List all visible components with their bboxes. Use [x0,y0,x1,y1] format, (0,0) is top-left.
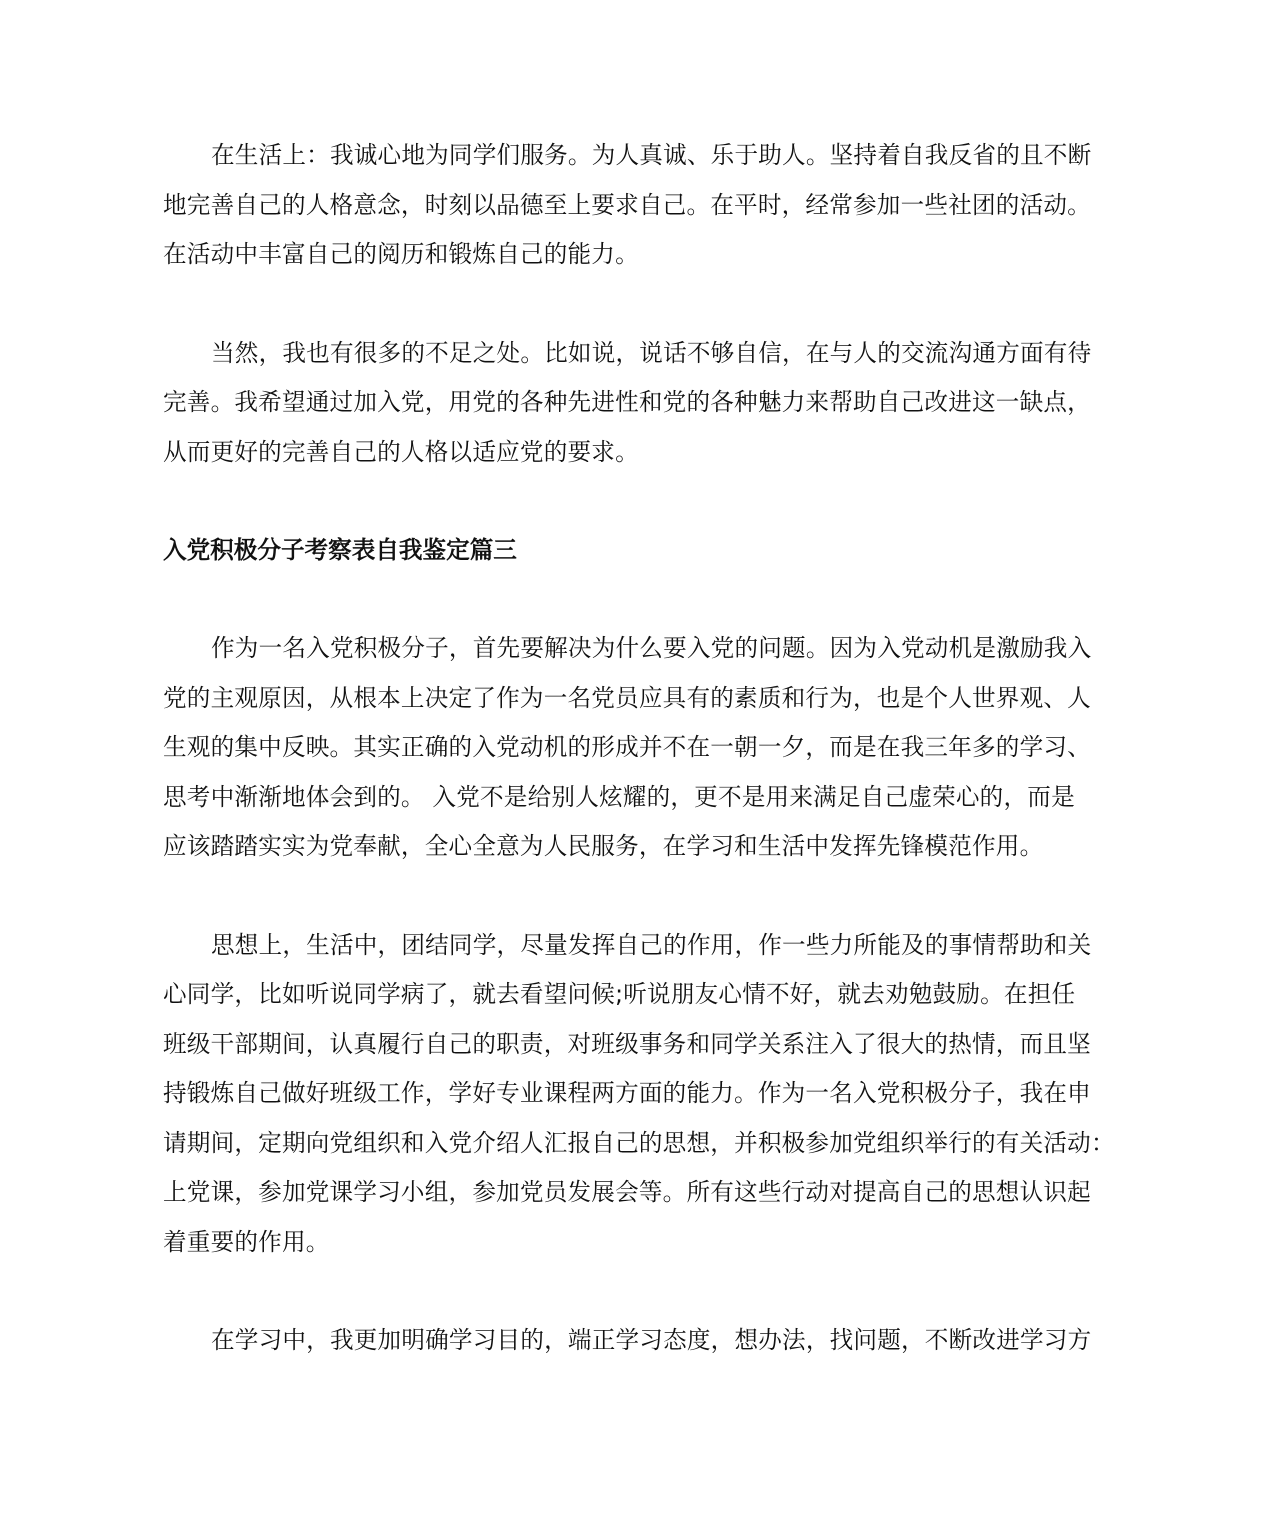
paragraph-line: 当然，我也有很多的不足之处。比如说，说话不够自信，在与人的交流沟通方面有待 [211,338,1092,367]
paragraph-line: 从而更好的完善自己的人格以适应党的要求。 [163,437,639,466]
paragraph-line: 完善。我希望通过加入党，用党的各种先进性和党的各种魅力来帮助自己改进这一缺点， [163,388,1091,416]
paragraph-line: 请期间，定期向党组织和入党介绍人汇报自己的思想，并积极参加党组织举行的有关活动： [163,1128,1115,1157]
paragraph [163,1316,1143,1366]
paragraph-line: 在学习中，我更加明确学习目的，端正学习态度，想办法，找问题，不断改进学习方 [211,1326,1092,1354]
paragraph [163,921,1143,1268]
paragraph-line: 思考中渐渐地体会到的。 入党不是给别人炫耀的，更不是用来满足自己虚荣心的，而是 [163,782,1075,811]
paragraph-line: 心同学，比如听说同学病了，就去看望问候;听说朋友心情不好，就去劝勉鼓励。在担任 [163,980,1076,1008]
paragraph-line: 生观的集中反映。其实正确的入党动机的形成并不在一朝一夕，而是在我三年多的学习、 [163,733,1091,761]
paragraph [163,131,1143,280]
paragraph-line: 党的主观原因，从根本上决定了作为一名党员应具有的素质和行为，也是个人世界观、人 [163,683,1091,712]
paragraph-line: 地完善自己的人格意念，时刻以品德至上要求自己。在平时，经常参加一些社团的活动。 [163,190,1091,219]
paragraph-line: 班级干部期间，认真履行自己的职责，对班级事务和同学关系注入了很大的热情，而且坚 [163,1029,1091,1058]
paragraph-line: 在活动中丰富自己的阅历和锻炼自己的能力。 [163,240,639,268]
paragraph [163,624,1143,872]
paragraph-line: 上党课，参加党课学习小组，参加党员发展会等。所有这些行动对提高自己的思想认识起 [163,1178,1091,1206]
paragraph-line: 思想上，生活中，团结同学，尽量发挥自己的作用，作一些力所能及的事情帮助和关 [211,930,1092,959]
paragraph-line: 作为一名入党积极分子，首先要解决为什么要入党的问题。因为入党动机是激励我入 [211,634,1092,662]
document-page [163,131,1143,1415]
paragraph [163,329,1143,478]
paragraph-line: 在生活上：我诚心地为同学们服务。为人真诚、乐于助人。坚持着自我反省的且不断 [211,141,1092,169]
section-heading: 入党积极分子考察表自我鉴定篇三 [163,536,517,564]
paragraph-line: 应该踏踏实实为党奉献，全心全意为人民服务，在学习和生活中发挥先锋模范作用。 [163,832,1044,860]
paragraph-line: 持锻炼自己做好班级工作，学好专业课程两方面的能力。作为一名入党积极分子，我在申 [163,1079,1091,1107]
paragraph-line: 着重要的作用。 [163,1227,330,1256]
